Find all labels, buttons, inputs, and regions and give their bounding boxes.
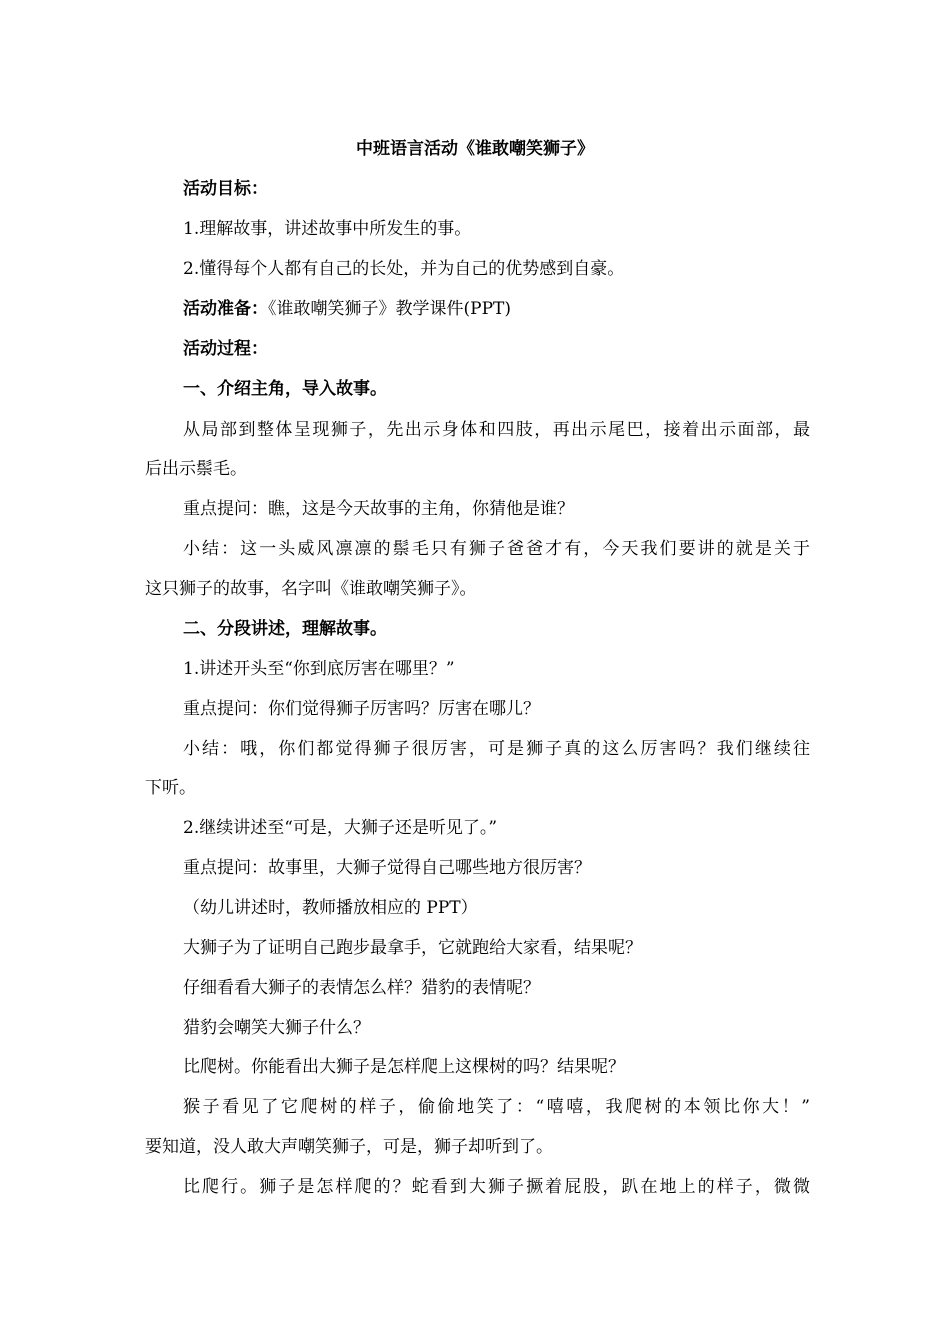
preparation-paragraph (183, 298, 810, 320)
section-2-monkey-line-2: 要知道，没人敢大声嘲笑狮子，可是，狮子却听到了。 (145, 1137, 553, 1157)
section-2-teacher-note: （幼儿讲述时，教师播放相应的 PPT） (183, 898, 478, 918)
section-2-expression-question: 仔细看看大狮子的表情怎么样？猎豹的表情呢？ (183, 978, 540, 998)
section-1-key-question: 重点提问：瞧，这是今天故事的主角，你猜他是谁？ (183, 499, 574, 519)
section-2-summary-line-1: 小结：哦，你们都觉得狮子很厉害，可是狮子真的这么厉害吗？我们继续往 (183, 739, 810, 759)
goal-item-1: 1.理解故事，讲述故事中所发生的事。 (183, 219, 472, 239)
section-2-monkey-line-1: 猴子看见了它爬树的样子，偷偷地笑了：“嘻嘻，我爬树的本领比你大！” (183, 1097, 810, 1117)
section-1-summary-line-2: 这只狮子的故事，名字叫《谁敢嘲笑狮子》。 (145, 579, 477, 599)
section-2-key-question-2: 重点提问：故事里，大狮子觉得自己哪些地方很厉害？ (183, 858, 591, 878)
section-1-intro-line-1: 从局部到整体呈现狮子，先出示身体和四肢，再出示尾巴，接着出示面部，最 (183, 420, 810, 440)
section-2-climbing-question: 比爬树。你能看出大狮子是怎样爬上这棵树的吗？结果呢？ (183, 1057, 625, 1077)
section-1-intro-line-2: 后出示鬃毛。 (145, 459, 247, 479)
section-2-key-question-1: 重点提问：你们觉得狮子厉害吗？厉害在哪儿？ (183, 699, 540, 719)
section-2-leopard-question: 猎豹会嘲笑大狮子什么？ (183, 1018, 370, 1038)
goal-heading: 活动目标： (183, 179, 268, 199)
section-2-running-question: 大狮子为了证明自己跑步最拿手，它就跑给大家看，结果呢？ (183, 938, 642, 958)
section-1-summary-line-1: 小结：这一头威风凛凛的鬃毛只有狮子爸爸才有，今天我们要讲的就是关于 (183, 539, 810, 559)
section-2-crawling-line: 比爬行。狮子是怎样爬的？蛇看到大狮子撅着屁股，趴在地上的样子，微微 (183, 1177, 810, 1197)
section-1-heading: 一、介绍主角，导入故事。 (183, 379, 387, 399)
process-heading: 活动过程： (183, 339, 268, 359)
section-2-step-1: 1.讲述开头至“你到底厉害在哪里？” (183, 659, 455, 679)
document-title: 中班语言活动《谁敢嘲笑狮子》 (356, 139, 594, 159)
goal-item-2: 2.懂得每个人都有自己的长处，并为自己的优势感到自豪。 (183, 259, 625, 279)
section-2-summary-line-2: 下听。 (145, 778, 196, 798)
preparation-text: 《谁敢嘲笑狮子》教学课件(PPT) (268, 299, 511, 319)
section-2-heading: 二、分段讲述，理解故事。 (183, 619, 387, 639)
section-2-step-2: 2.继续讲述至“可是，大狮子还是听见了。” (183, 818, 498, 838)
preparation-label: 活动准备： (183, 299, 268, 319)
